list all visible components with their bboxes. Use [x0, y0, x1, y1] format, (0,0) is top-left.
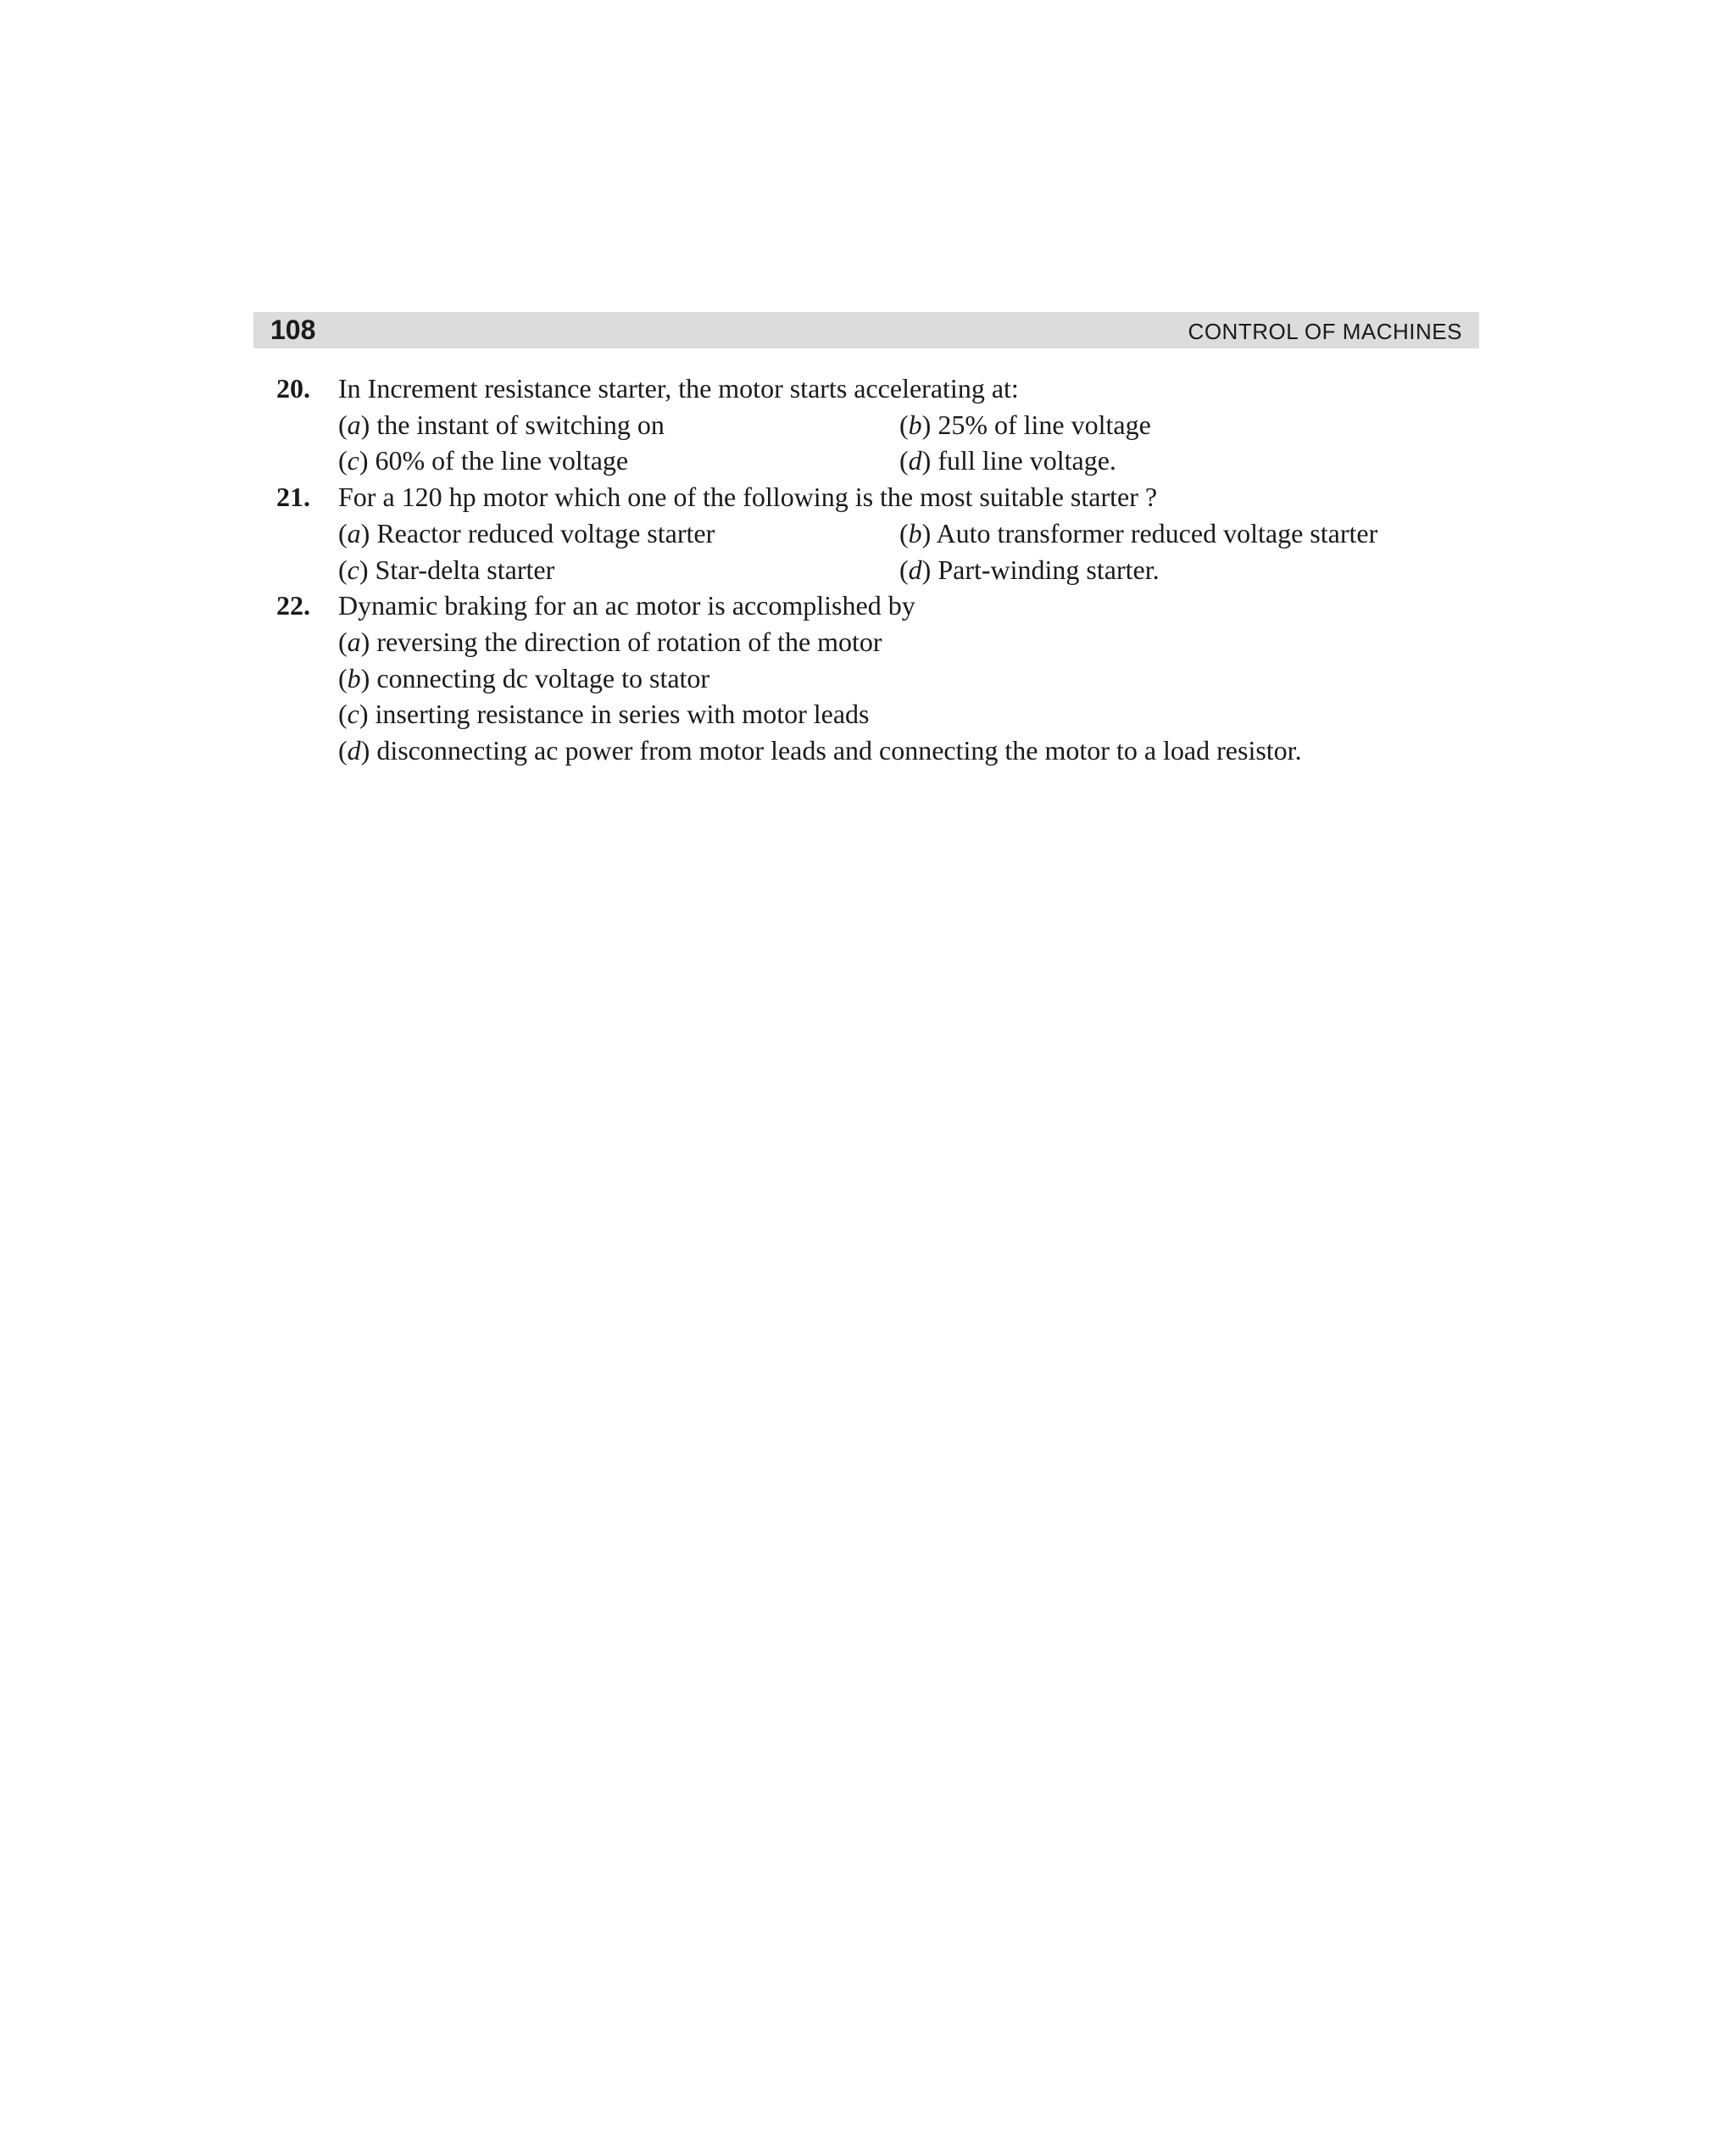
question-list: [276, 370, 1463, 769]
question-21: [276, 479, 1463, 588]
option-label: c: [347, 699, 359, 730]
option-label: d: [347, 735, 361, 766]
option-a: (a) Reactor reduced voltage starter: [338, 517, 715, 549]
option-text: Reactor reduced voltage starter: [376, 517, 715, 549]
option-text: 25% of line voltage: [938, 409, 1151, 440]
option-text: inserting resistance in series with motor leads: [375, 699, 870, 730]
option-c: (c) inserting resistance in series with motor leads: [338, 699, 870, 730]
question-number: 21.: [276, 482, 310, 513]
option-text: Star-delta starter: [375, 554, 555, 585]
option-d: (d) disconnecting ac power from motor leads and connecting the motor to a load resistor.: [338, 735, 1302, 766]
option-d: (d) full line voltage.: [899, 445, 1116, 476]
option-label: b: [908, 517, 922, 549]
option-text: Part-winding starter.: [938, 554, 1160, 585]
option-text: connecting dc voltage to stator: [376, 662, 710, 693]
question-row: [276, 588, 1463, 624]
option-b: (b) 25% of line voltage: [899, 409, 1151, 440]
option-text: 60% of the line voltage: [375, 445, 629, 476]
option-text: disconnecting ac power from motor leads and connecting the motor to a load resistor.: [376, 735, 1302, 766]
option-a: (a) the instant of switching on: [338, 409, 665, 440]
option-d: (d) Part-winding starter.: [899, 554, 1160, 585]
running-header: [253, 312, 1479, 348]
question-text: For a 120 hp motor which one of the following is the most suitable starter ?: [338, 482, 1158, 513]
question-22: [276, 588, 1463, 769]
question-text: In Increment resistance starter, the motor starts accelerating at:: [338, 373, 1019, 404]
options-row: [338, 407, 1463, 443]
question-number: 20.: [276, 373, 310, 404]
options-row: [338, 443, 1463, 479]
question-row: [276, 370, 1463, 407]
option-text: full line voltage.: [938, 445, 1116, 476]
options-row: [338, 552, 1463, 588]
question-row: [276, 479, 1463, 515]
option-label: a: [347, 626, 361, 657]
question-text: Dynamic braking for an ac motor is accomplished by: [338, 590, 915, 621]
question-number: 22.: [276, 590, 310, 621]
option-label: b: [347, 662, 361, 693]
chapter-title: CONTROL OF MACHINES: [1188, 319, 1462, 344]
option-label: d: [908, 554, 922, 585]
option-text: reversing the direction of rotation of the motor: [376, 626, 882, 657]
options-row: [338, 515, 1463, 552]
option-b: (b) Auto transformer reduced voltage starter: [899, 517, 1378, 549]
question-20: [276, 370, 1463, 479]
option-b: (b) connecting dc voltage to stator: [338, 662, 710, 693]
option-label: c: [347, 554, 359, 585]
option-text: Auto transformer reduced voltage starter: [936, 517, 1378, 549]
option-label: a: [347, 409, 361, 440]
option-c: (c) 60% of the line voltage: [338, 445, 629, 476]
option-text: the instant of switching on: [376, 409, 665, 440]
option-a: (a) reversing the direction of rotation of the motor: [338, 626, 882, 657]
option-c: (c) Star-delta starter: [338, 554, 555, 585]
option-label: c: [347, 445, 359, 476]
option-label: d: [908, 445, 922, 476]
option-label: a: [347, 517, 361, 549]
option-label: b: [908, 409, 922, 440]
page-number: 108: [270, 315, 316, 345]
